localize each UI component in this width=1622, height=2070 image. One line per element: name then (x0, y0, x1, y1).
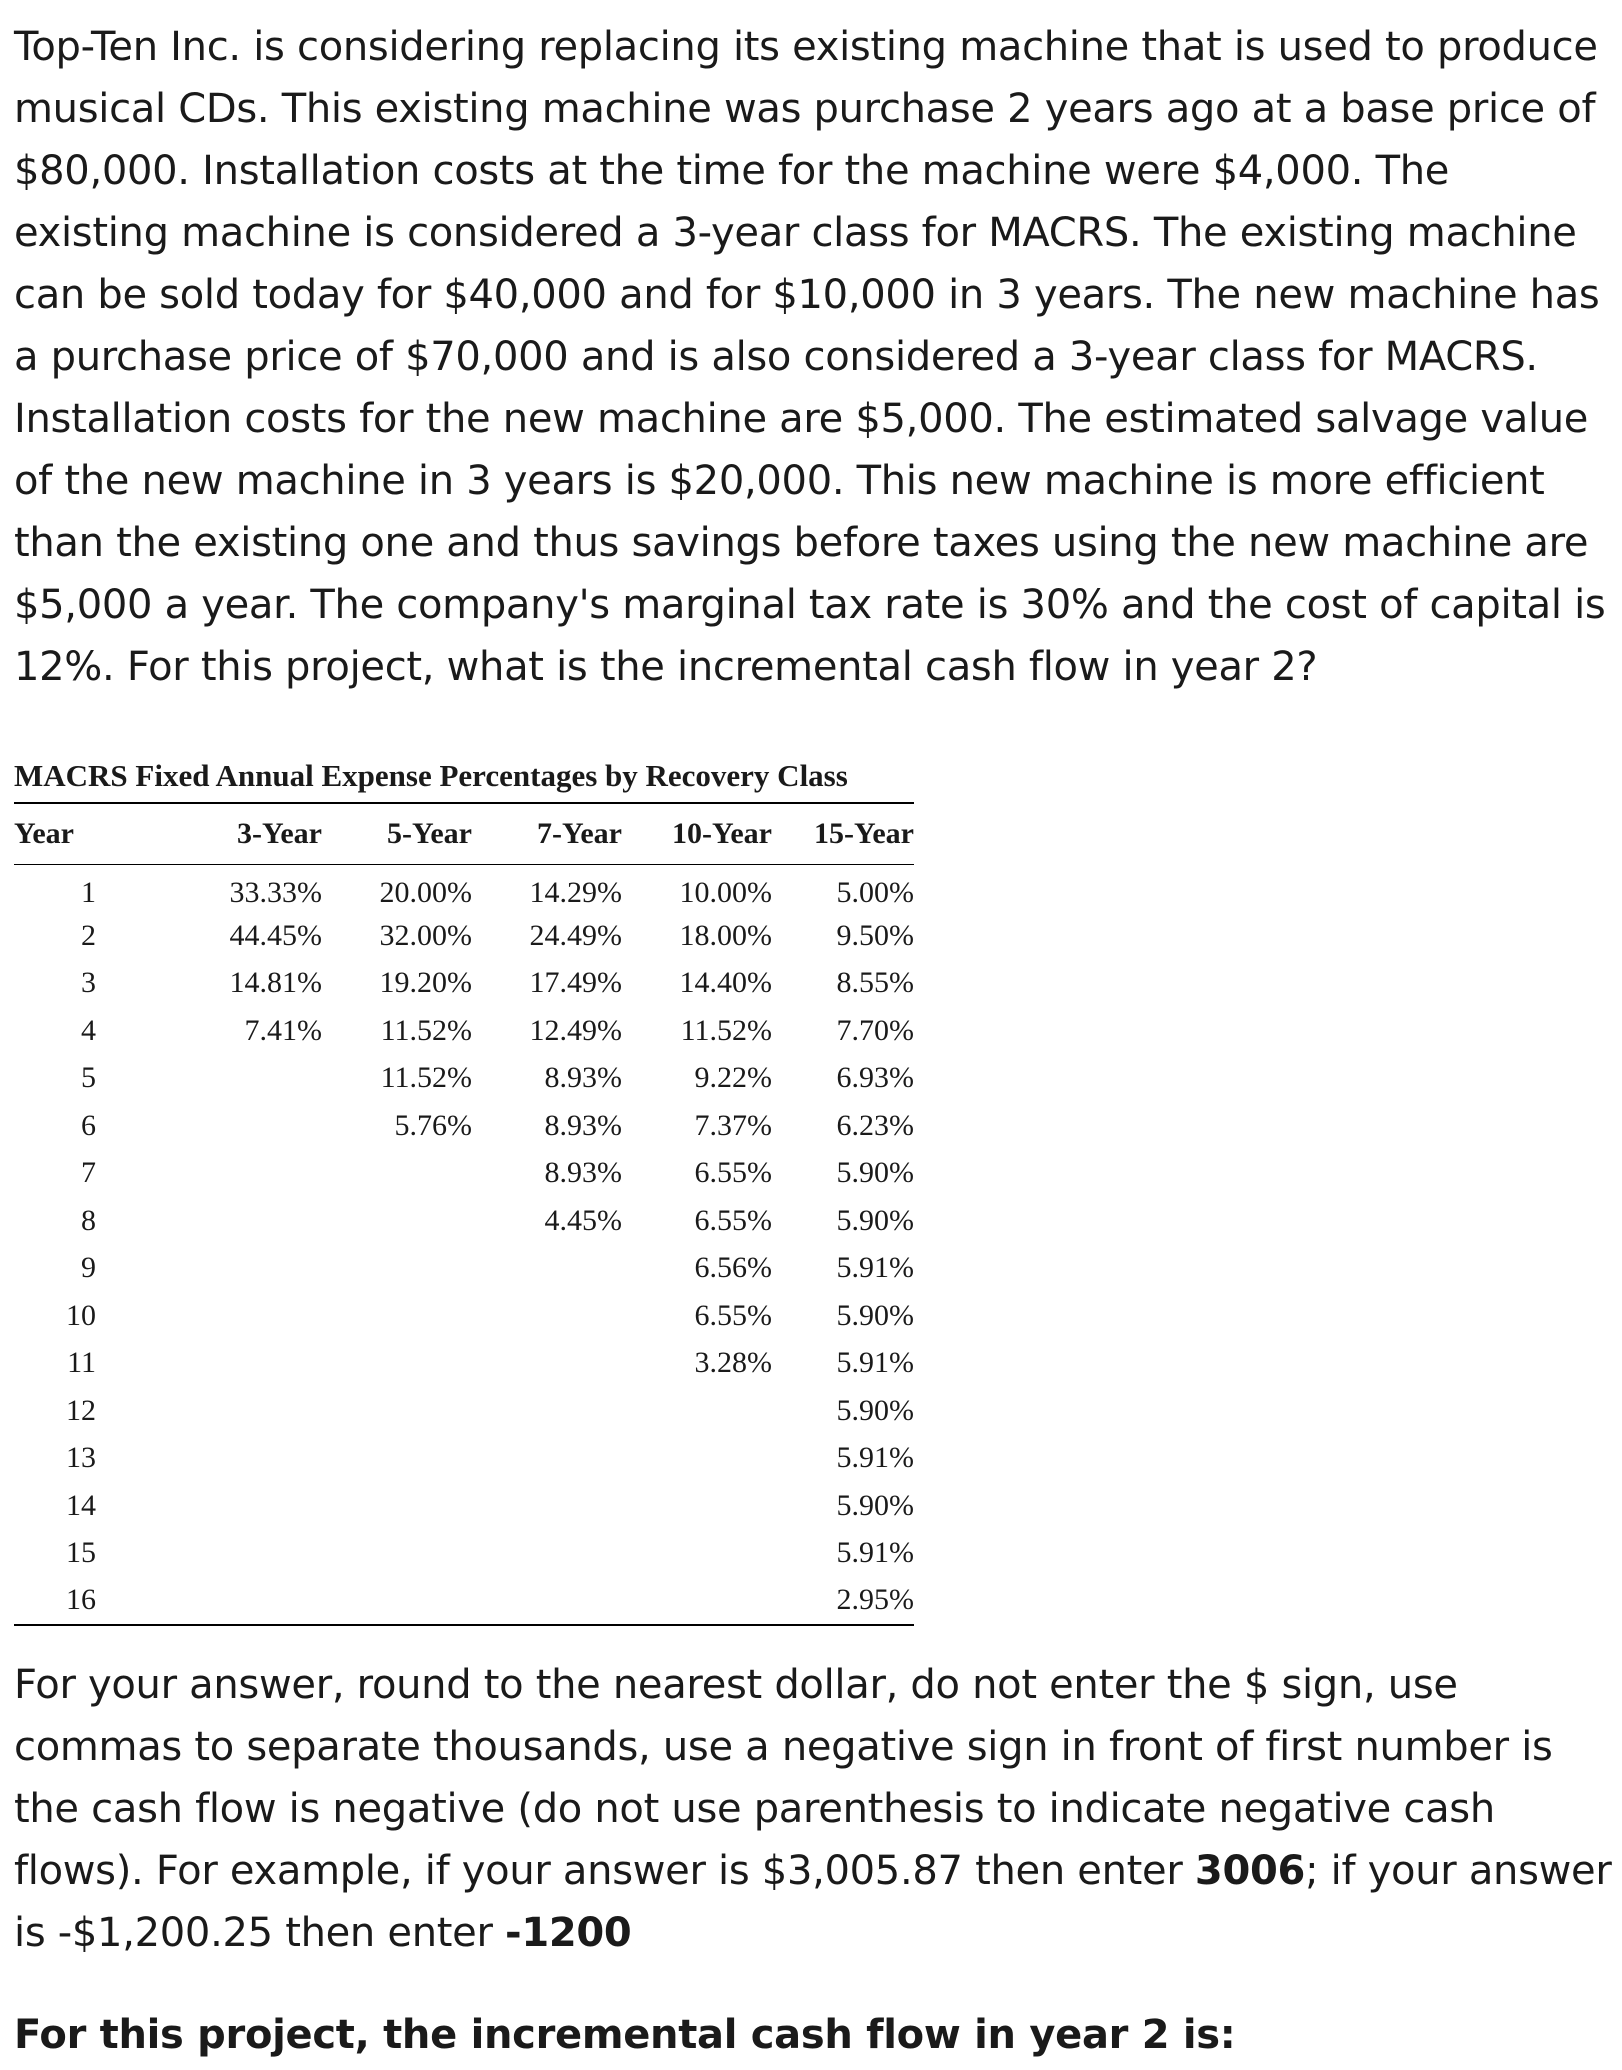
cell-year: 13 (66, 1441, 96, 1475)
cell-year: 5 (81, 1061, 96, 1095)
cell-15-year: 5.90% (836, 1203, 914, 1237)
problem-text: Top-Ten Inc. is considering replacing its existing machine that is used to produce musical CDs. This existing machine was purchase 2 years ago at a base price of $80,000. Installation costs at the time for the machine were $4,000. The existing machine is considered a 3-year class for MACRS. The existing machine can be sold today for $40,000 and for $10,000 in 3 years. The new machine has a purchase price of $70,000 and is also considered a 3-year class for MACRS. Installation costs for the new machine are $5,000. The estimated salvage value of the new machine in 3 years is $20,000. This new machine is more efficient than the existing one and thus savings before taxes using the new machine are $5,000 a year. The company's marginal tax rate is 30% and the cost of capital is 12%. For this project, what is the incremental cash flow in year 2? (14, 24, 1606, 690)
cell-year: 10 (66, 1298, 96, 1332)
cell-3-year: 33.33% (229, 875, 322, 909)
cell-15-year: 5.91% (836, 1251, 914, 1285)
cell-7-year (472, 1530, 622, 1578)
cell-10-year (622, 1577, 772, 1625)
cell-year: 15 (66, 1536, 96, 1570)
header-7-year: 7-Year (537, 817, 622, 850)
table-row (14, 1530, 914, 1578)
cell-3-year (96, 1197, 322, 1245)
cell-7-year: 14.29% (529, 875, 622, 909)
cell-10-year (622, 1530, 772, 1578)
header-15-year: 15-Year (814, 817, 914, 850)
cell-10-year (622, 1482, 772, 1530)
cell-year: 14 (66, 1488, 96, 1522)
cell-5-year: 11.52% (380, 1013, 472, 1047)
table-row (14, 960, 914, 1008)
cell-5-year (322, 1435, 472, 1483)
cell-3-year (96, 1245, 322, 1293)
cell-year: 16 (66, 1583, 96, 1617)
answer-instructions (14, 1654, 1614, 1964)
cell-10-year: 7.37% (694, 1108, 772, 1142)
table-row (14, 1197, 914, 1245)
table-row (14, 1150, 914, 1198)
cell-year: 12 (66, 1393, 96, 1427)
cell-5-year (322, 1530, 472, 1578)
cell-10-year: 10.00% (679, 875, 772, 909)
cell-5-year (322, 1245, 472, 1293)
cell-15-year: 8.55% (836, 966, 914, 1000)
cell-3-year (96, 1292, 322, 1340)
table-row (14, 1007, 914, 1055)
cell-3-year (96, 1150, 322, 1198)
instructions-part1: For your answer, round to the nearest dollar, do not enter the $ sign, use commas to separate thousands, use a negative sign in front of first number is the cash flow is negative (do not use parenthesis to indicate negative cash flows). For example, if your answer is $3,005.87 then enter (14, 1662, 1553, 1894)
cell-year: 9 (81, 1251, 96, 1285)
cell-15-year: 9.50% (836, 918, 914, 952)
header-10-year: 10-Year (672, 817, 772, 850)
cell-15-year: 5.91% (836, 1346, 914, 1380)
table-row (14, 865, 914, 913)
answer-prompt: For this project, the incremental cash flow in year 2 is: (14, 2012, 1236, 2058)
cell-10-year (622, 1387, 772, 1435)
instructions-part2: ; if your answer is -$1,200.25 then enter (14, 1848, 1612, 1956)
cell-3-year (96, 1530, 322, 1578)
table-row (14, 1577, 914, 1625)
cell-year: 2 (81, 918, 96, 952)
macrs-table (14, 802, 914, 1626)
cell-3-year (96, 1055, 322, 1103)
cell-7-year (472, 1245, 622, 1293)
cell-7-year: 8.93% (544, 1108, 622, 1142)
cell-3-year: 44.45% (229, 918, 322, 952)
cell-3-year (96, 1387, 322, 1435)
cell-5-year: 11.52% (380, 1061, 472, 1095)
cell-15-year: 6.23% (836, 1108, 914, 1142)
cell-10-year: 6.56% (694, 1251, 772, 1285)
cell-5-year (322, 1150, 472, 1198)
cell-10-year: 3.28% (694, 1346, 772, 1380)
cell-10-year: 18.00% (679, 918, 772, 952)
macrs-table-section (14, 756, 914, 1626)
cell-5-year (322, 1577, 472, 1625)
table-row (14, 1340, 914, 1388)
cell-7-year: 8.93% (544, 1061, 622, 1095)
cell-3-year (96, 1102, 322, 1150)
cell-7-year: 17.49% (529, 966, 622, 1000)
cell-10-year (622, 1435, 772, 1483)
example-positive-answer: 3006 (1194, 1848, 1306, 1894)
cell-5-year (322, 1482, 472, 1530)
table-row (14, 1387, 914, 1435)
cell-year: 8 (81, 1203, 96, 1237)
cell-7-year: 12.49% (529, 1013, 622, 1047)
cell-7-year (472, 1340, 622, 1388)
cell-5-year: 32.00% (379, 918, 472, 952)
cell-3-year (96, 1482, 322, 1530)
table-row (14, 1292, 914, 1340)
cell-7-year (472, 1577, 622, 1625)
cell-5-year: 5.76% (394, 1108, 472, 1142)
table-row (14, 1482, 914, 1530)
cell-year: 11 (67, 1346, 96, 1380)
header-year: Year (14, 817, 74, 850)
cell-year: 1 (81, 875, 96, 909)
cell-15-year: 5.91% (836, 1536, 914, 1570)
cell-5-year (322, 1340, 472, 1388)
cell-10-year: 6.55% (694, 1298, 772, 1332)
cell-5-year: 19.20% (379, 966, 472, 1000)
cell-15-year: 5.90% (836, 1393, 914, 1427)
macrs-header-row (14, 803, 914, 865)
cell-year: 4 (81, 1013, 96, 1047)
table-row (14, 1055, 914, 1103)
example-negative-answer: -1200 (505, 1910, 632, 1956)
macrs-table-body (14, 865, 914, 1625)
cell-5-year (322, 1197, 472, 1245)
cell-7-year: 24.49% (529, 918, 622, 952)
cell-year: 3 (81, 966, 96, 1000)
cell-15-year: 5.00% (836, 875, 914, 909)
cell-10-year: 9.22% (694, 1061, 772, 1095)
cell-3-year (96, 1435, 322, 1483)
table-row (14, 1102, 914, 1150)
cell-10-year: 11.52% (680, 1013, 772, 1047)
table-row (14, 912, 914, 960)
cell-10-year: 14.40% (679, 966, 772, 1000)
cell-10-year: 6.55% (694, 1156, 772, 1190)
cell-7-year: 4.45% (544, 1203, 622, 1237)
cell-7-year (472, 1387, 622, 1435)
table-row (14, 1245, 914, 1293)
cell-15-year: 7.70% (836, 1013, 914, 1047)
cell-3-year (96, 1577, 322, 1625)
cell-15-year: 5.90% (836, 1488, 914, 1522)
cell-7-year: 8.93% (544, 1156, 622, 1190)
cell-7-year (472, 1435, 622, 1483)
cell-10-year: 6.55% (694, 1203, 772, 1237)
header-5-year: 5-Year (387, 817, 472, 850)
cell-5-year (322, 1387, 472, 1435)
cell-3-year (96, 1340, 322, 1388)
cell-year: 6 (81, 1108, 96, 1142)
cell-3-year: 14.81% (229, 966, 322, 1000)
cell-3-year: 7.41% (244, 1013, 322, 1047)
cell-15-year: 6.93% (836, 1061, 914, 1095)
cell-15-year: 5.91% (836, 1441, 914, 1475)
cell-7-year (472, 1292, 622, 1340)
cell-15-year: 2.95% (836, 1583, 914, 1617)
cell-5-year (322, 1292, 472, 1340)
table-row (14, 1435, 914, 1483)
cell-year: 7 (81, 1156, 96, 1190)
cell-15-year: 5.90% (836, 1298, 914, 1332)
header-3-year: 3-Year (237, 817, 322, 850)
macrs-table-title: MACRS Fixed Annual Expense Percentages by Recovery Class (14, 758, 848, 793)
cell-15-year: 5.90% (836, 1156, 914, 1190)
cell-7-year (472, 1482, 622, 1530)
cell-5-year: 20.00% (379, 875, 472, 909)
